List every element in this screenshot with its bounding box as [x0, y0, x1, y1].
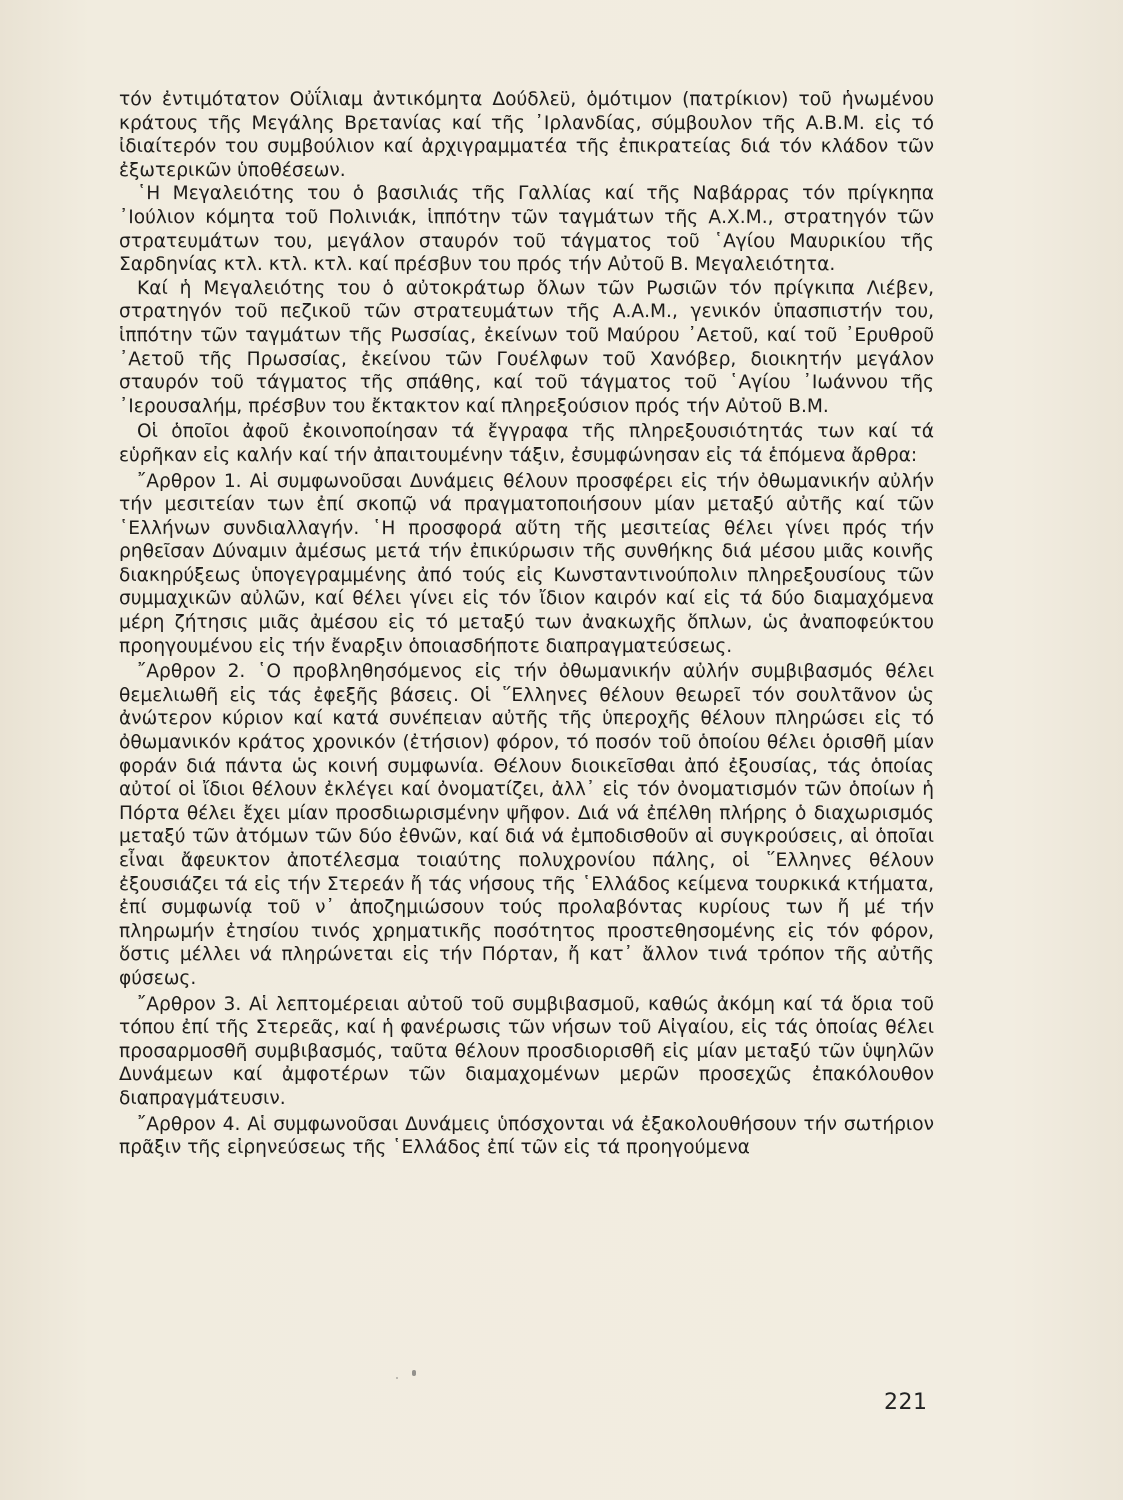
paragraph-plenipotentiary-russia: Καί ἡ Μεγαλειότης του ὁ αὐτοκράτωρ ὅλων τῶν Ρωσιῶν τόν πρίγκιπα Λιέβεν, στρατηγόν τοῦ πεζικοῦ τῶν στρατευμάτων τῆς Α.Α.Μ., γενικόν ὑπασπιστήν του, ἱππότην τῶν ταγμάτων τῆς Ρωσσίας, ἐκείνων τοῦ Μαύρου ᾿Αετοῦ, καί τοῦ ᾿Ερυθροῦ ᾿Αετοῦ τῆς Πρωσσίας, ἐκείνου τῶν Γουέλφων τοῦ Χανόβερ, διοικητήν μεγάλον σταυρόν τοῦ τάγματος τῆς σπάθης, καί τοῦ τάγματος τοῦ ῾Αγίου ᾿Ιωάννου τῆς ᾿Ιερουσαλήμ, πρέσβυν του ἔκτακτον καί πληρεξούσιον πρός τήν Αὐτοῦ Β.Μ.: [119, 277, 934, 417]
paragraph-article-1: ῎Αρθρον 1. Αἱ συμφωνοῦσαι Δυνάμεις θέλουν προσφέρει εἰς τήν ὀθωμανικήν αὐλήν τήν μεσιτείαν των ἐπί σκοπῷ νά πραγματοποιήσουν μίαν μεταξύ αὐτῆς καί τῶν ῾Ελλήνων συνδιαλλαγήν. ῾Η προσφορά αὕτη τῆς μεσιτείας θέλει γίνει πρός τήν ρηθεῖσαν Δύναμιν ἀμέσως μετά τήν ἐπικύρωσιν τῆς συνθήκης διά μέσου μιᾶς κοινῆς διακηρύξεως ὑπογεγραμμένης ἀπό τούς εἰς Κωνσταντινούπολιν πληρεξουσίους τῶν συμμαχικῶν αὐλῶν, καί θέλει γίνει εἰς τόν ἴδιον καιρόν καί εἰς τά δύο διαμαχόμενα μέρη ζήτησις μιᾶς ἀμέσου εἰς τό μεταξύ των ἀνακωχῆς ὅπλων, ὡς ἀναποφεύκτου προηγουμένου εἰς τήν ἔναρξιν ὁποιασδήποτε διαπραγματεύσεως.: [119, 470, 934, 657]
paragraph-article-4: ῎Αρθρον 4. Αἱ συμφωνοῦσαι Δυνάμεις ὑπόσχονται νά ἐξακολουθήσουν τήν σωτήριον πρᾶξιν τῆς εἰρηνεύσεως τῆς ῾Ελλάδος ἐπί τῶν εἰς τά προηγούμενα: [119, 1113, 934, 1159]
paragraph-plenipotentiary-britain: τόν ἐντιμότατον Οὐΐλιαμ ἀντικόμητα Δούδλεϋ, ὁμότιμον (πατρίκιον) τοῦ ἡνωμένου κράτους τῆς Μεγάλης Βρετανίας καί τῆς ᾿Ιρλανδίας, σύμβουλον τῆς Α.Β.Μ. εἰς τό ἰδιαίτερόν του συμβούλιον καί ἀρχιγραμματέα τῆς ἐπικρατείας διά τόν κλάδον τῶν ἐξωτερικῶν ὑποθέσεων.: [119, 89, 934, 181]
paragraph-plenipotentiary-france: ῾Η Μεγαλειότης του ὁ βασιλιάς τῆς Γαλλίας καί τῆς Ναβάρρας τόν πρίγκηπα ᾿Ιούλιον κόμητα τοῦ Πολινιάκ, ἱππότην τῶν ταγμάτων τῆς Α.Χ.Μ., στρατηγόν τῶν στρατευμάτων του, μεγάλον σταυρόν τοῦ τάγματος τοῦ ῾Αγίου Μαυρικίου τῆς Σαρδηνίας κτλ. κτλ. κτλ. καί πρέσβυν του πρός τήν Αὐτοῦ Β. Μεγαλειότητα.: [119, 183, 934, 276]
page-number: 221: [884, 1390, 928, 1415]
body-text: [119, 88, 934, 1160]
print-speck: [412, 1370, 416, 1376]
paragraph-article-3: ῎Αρθρον 3. Αἱ λεπτομέρειαι αὐτοῦ τοῦ συμβιβασμοῦ, καθώς ἀκόμη καί τά ὅρια τοῦ τόπου ἐπί τῆς Στερεᾶς, καί ἡ φανέρωσις τῶν νήσων τοῦ Αἰγαίου, εἰς τάς ὁποίας θέλει προσαρμοσθῆ συμβιβασμός, ταῦτα θέλουν προσδιορισθῆ εἰς μίαν μεταξύ τῶν ὑψηλῶν Δυνάμεων καί ἀμφοτέρων τῶν διαμαχομένων μερῶν προσεχῶς ἐπακόλουθον διαπραγμάτευσιν.: [119, 993, 934, 1109]
paragraph-article-2: ῎Αρθρον 2. ῾Ο προβληθησόμενος εἰς τήν ὀθωμανικήν αὐλήν συμβιβασμός θέλει θεμελιωθῆ εἰς τάς ἐφεξῆς βάσεις. Οἱ ῞Ελληνες θέλουν θεωρεῖ τόν σουλτᾶνον ὡς ἀνώτερον κύριον καί κατά συνέπειαν αὐτῆς τῆς ὑπεροχῆς θέλουν πληρώσει εἰς τό ὀθωμανικόν κράτος χρονικόν (ἐτήσιον) φόρον, τό ποσόν τοῦ ὁποίου θέλει ὁρισθῆ μίαν φοράν διά πάντα ὡς κοινή συμφωνία. Θέλουν διοικεῖσθαι ἀπό ἐξουσίας, τάς ὁποίας αὐτοί οἱ ἴδιοι θέλουν ἐκλέγει καί ὀνοματίζει, ἀλλ᾿ εἰς τόν ὀνοματισμόν τῶν ὁποίων ἡ Πόρτα θέλει ἔχει μίαν προσδιωρισμένην ψῆφον. Διά νά ἐπέλθη πλήρης ὁ διαχωρισμός μεταξύ τῶν ἀτόμων τῶν δύο ἐθνῶν, καί διά νά ἐμποδισθοῦν αἱ συγκρούσεις, αἱ ὁποῖαι εἶναι ἄφευκτον ἀποτέλεσμα τοιαύτης πολυχρονίου πάλης, οἱ ῞Ελληνες θέλουν ἐξουσιάζει τά εἰς τήν Στερεάν ἤ τάς νήσους τῆς ῾Ελλάδος κείμενα τουρκικά κτήματα, ἐπί συμφωνίᾳ τοῦ ν᾿ ἀποζημιώσουν τούς προλαβόντας κυρίους των ἤ μέ τήν πληρωμήν ἐτησίου τινός χρηματικῆς ποσότητος προστεθησομένης εἰς τόν φόρον, ὅστις μέλλει νά πληρώνεται εἰς τήν Πόρταν, ἤ κατ᾿ ἄλλον τινά τρόπον τῆς αὐτῆς φύσεως.: [119, 661, 934, 989]
paragraph-agreement-intro: Οἱ ὁποῖοι ἀφοῦ ἐκοινοποίησαν τά ἔγγραφα τῆς πληρεξουσιότητάς των καί τά εὑρῆκαν εἰς καλήν καί τήν ἀπαιτουμένην τάξιν, ἐσυμφώνησαν εἰς τά ἑπόμενα ἄρθρα:: [119, 421, 934, 466]
print-speck: [396, 1377, 398, 1379]
